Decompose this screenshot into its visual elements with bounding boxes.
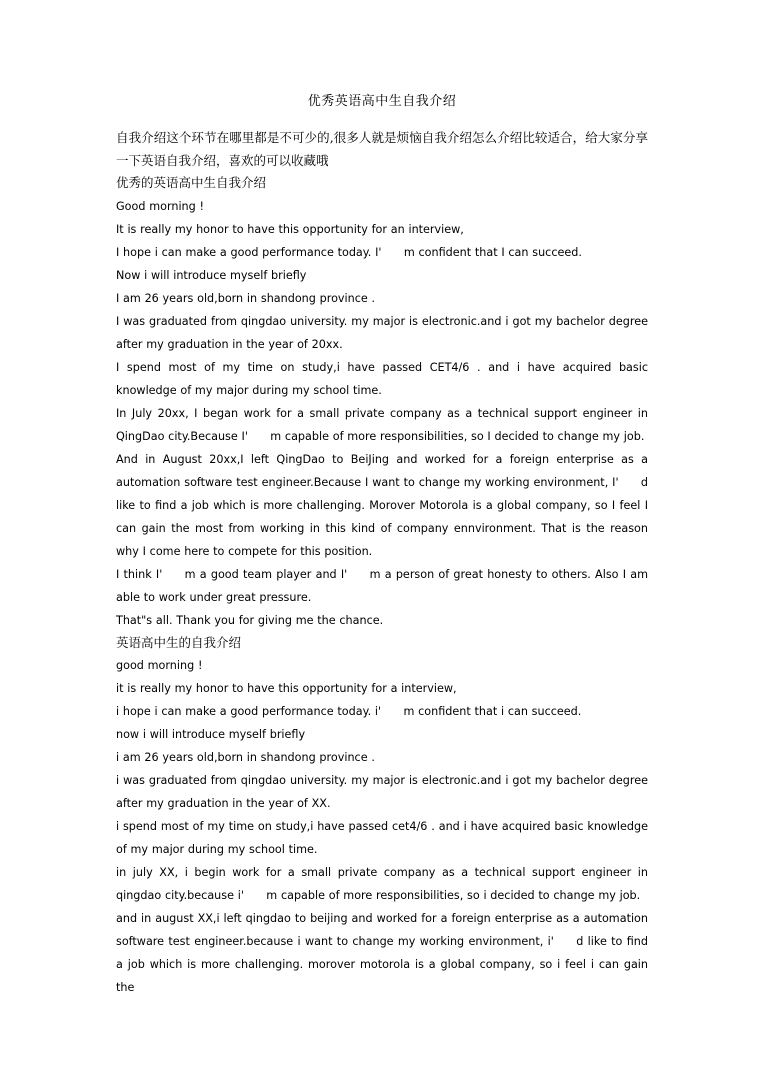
paragraph: I hope i can make a good performance today. I' m confident that I can succeed. — [116, 245, 582, 259]
paragraph: Now i will introduce myself briefly — [116, 268, 307, 282]
paragraph: in july XX, i begin work for a small private company as a technical support engineer in qingdao city.because i' m capable of more responsibilities, so i decided to change my job. — [116, 866, 648, 902]
paragraph: i am 26 years old,born in shandong province . — [116, 751, 375, 764]
intro-paragraph: 自我介绍这个环节在哪里都是不可少的,很多人就是烦恼自我介绍怎么介绍比较适合，给大家分享一下英语自我介绍，喜欢的可以收藏哦 — [116, 130, 648, 168]
paragraph: I spend most of my time on study,i have passed CET4/6 . and i have acquired basic knowledge of my major during my school time. — [116, 360, 648, 397]
paragraph: i hope i can make a good performance today. i' m confident that i can succeed. — [116, 705, 582, 718]
paragraph: It is really my honor to have this opportunity for an interview, — [116, 222, 464, 236]
section-1-body — [116, 195, 648, 632]
section-heading-2: 英语高中生的自我介绍 — [116, 634, 242, 650]
paragraph: Good morning ! — [116, 199, 204, 213]
paragraph: I am 26 years old,born in shandong province . — [116, 291, 376, 305]
paragraph: I was graduated from qingdao university. my major is electronic.and i got my bachelor degree after my graduation in the year of 20xx. — [116, 314, 648, 351]
document-page — [116, 90, 648, 999]
section-heading-1: 优秀的英语高中生自我介绍 — [116, 175, 267, 190]
section-2-body — [116, 654, 648, 999]
paragraph: I think I' m a good team player and I' m a person of great honesty to others. Also I am able to work under great pressure. — [116, 567, 648, 604]
paragraph: and in august XX,i left qingdao to beijing and worked for a foreign enterprise as a automation software test engineer.because i want to change my working environment, i' d like to find a job which is more challenging. morover motorola is a global company, so i feel i can gain the — [116, 912, 648, 994]
document-title: 优秀英语高中生自我介绍 — [307, 94, 457, 109]
paragraph: i was graduated from qingdao university. my major is electronic.and i got my bachelor degree after my graduation in the year of XX. — [116, 774, 648, 810]
paragraph: it is really my honor to have this opportunity for a interview, — [116, 682, 457, 695]
paragraph: good morning ! — [116, 659, 203, 672]
paragraph: And in August 20xx,I left QingDao to BeiJing and worked for a foreign enterprise as a automation software test engineer.Because I want to change my working environment, I' d like to find a job which is more challenging. Morover Motorola is a global company, so I feel I can gain the most from working in this kind of company ennvironment. That is the reason why I come here to compete for this position. — [116, 452, 648, 558]
paragraph: In July 20xx, I began work for a small private company as a technical support engineer in QingDao city.Because I' m capable of more responsibilities, so I decided to change my job. — [116, 406, 648, 443]
paragraph: now i will introduce myself briefly — [116, 728, 306, 741]
paragraph: That"s all. Thank you for giving me the chance. — [116, 613, 384, 627]
paragraph: i spend most of my time on study,i have passed cet4/6 . and i have acquired basic knowledge of my major during my school time. — [116, 820, 648, 856]
